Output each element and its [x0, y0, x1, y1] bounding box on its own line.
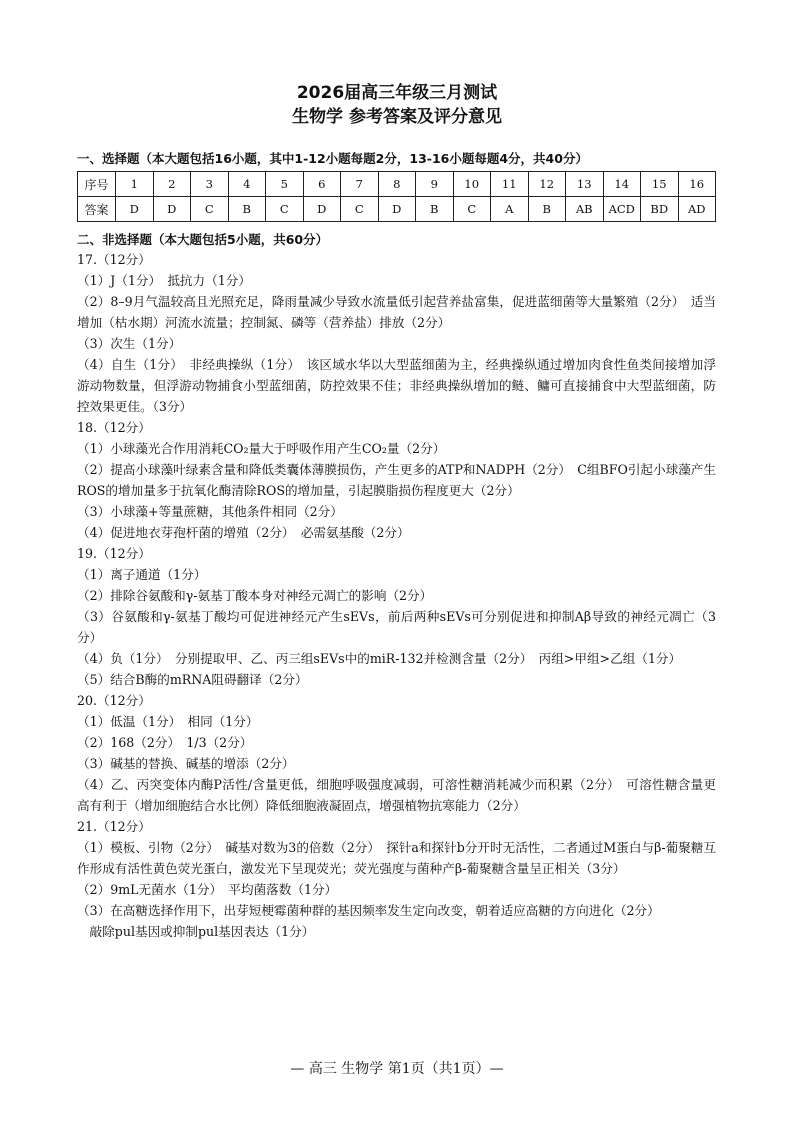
- answer-cell: B: [416, 197, 454, 222]
- answer-cell: BD: [641, 197, 679, 222]
- page-footer: — 高三 生物学 第1页（共1页）—: [290, 1061, 504, 1077]
- number-row: [78, 172, 716, 197]
- question-number: 13: [566, 172, 604, 197]
- question-number: 10: [453, 172, 491, 197]
- answer-line: （2）提高小球藻叶绿素含量和降低类囊体薄膜损伤，产生更多的ATP和NADPH（2分） C组BFO引起小球藻产生ROS的增加量多于抗氧化酶清除ROS的增加量，引起膜脂损伤程度更大（2分）: [77, 462, 716, 498]
- section-choice-heading: 一、选择题（本大题包括16小题，其中1-12小题每题2分，13-16小题每题4分，共40分）: [77, 151, 588, 166]
- answer-line: （4）负（1分） 分别提取甲、乙、丙三组sEVs中的miR-132并检测含量（2分） 丙组>甲组>乙组（1分）: [77, 651, 682, 666]
- answer-cell: D: [303, 197, 341, 222]
- answer-line: （3）碱基的替换、碱基的增添（2分）: [77, 756, 295, 771]
- answer-line: （4）自生（1分） 非经典操纵（1分） 该区域水华以大型蓝细菌为主，经典操纵通过增加肉食性鱼类间接增加浮游动物数量，但浮游动物捕食小型蓝细菌，防控效果不佳；非经典操纵增加的鲢、鳙可直接捕食中大型蓝细菌，防控效果更佳。（3分）: [77, 357, 716, 414]
- row-label-number: 序号: [78, 172, 116, 197]
- question-number: 3: [191, 172, 229, 197]
- answer-line: （2）8–9月气温较高且光照充足，降雨量减少导致水流量低引起营养盐富集，促进蓝细菌等大量繁殖（2分） 适当增加（枯水期）河流水流量；控制氮、磷等（营养盐）排放（2分）: [77, 294, 716, 330]
- question-number: 7: [341, 172, 379, 197]
- answer-line: （1）离子通道（1分）: [77, 567, 207, 582]
- answer-cell: D: [153, 197, 191, 222]
- question-number: 14: [603, 172, 641, 197]
- question-number: 6: [303, 172, 341, 197]
- answer-cell: C: [191, 197, 229, 222]
- page-title: 2026届高三年级三月测试: [296, 83, 498, 103]
- answer-line: （2）排除谷氨酸和γ-氨基丁酸本身对神经元凋亡的影响（2分）: [77, 588, 433, 603]
- answer-line: 19.（12分）: [77, 546, 151, 561]
- question-number: 11: [491, 172, 529, 197]
- question-number: 9: [416, 172, 454, 197]
- answer-cell: B: [528, 197, 566, 222]
- question-number: 15: [641, 172, 679, 197]
- answer-line: 17.（12分）: [77, 252, 151, 267]
- answer-line: （3）小球藻+等量蔗糖，其他条件相同（2分）: [77, 504, 343, 519]
- answer-body: [77, 249, 716, 942]
- answer-line: 20.（12分）: [77, 693, 151, 708]
- answer-line: （5）结合B酶的mRNA阻碍翻译（2分）: [77, 672, 308, 687]
- answer-line: （3）次生（1分）: [77, 336, 182, 351]
- answer-line: （1）低温（1分） 相同（1分）: [77, 714, 259, 729]
- answer-line: （4）乙、丙突变体内酶P活性/含量更低，细胞呼吸强度减弱，可溶性糖消耗减少而积累（2分） 可溶性糖含量更高有利于（增加细胞结合水比例）降低细胞液凝固点，增强植物抗寒能力（2分）: [77, 777, 716, 813]
- answer-line: （2）9mL无菌水（1分） 平均菌落数（1分）: [77, 882, 338, 897]
- answer-cell: ACD: [603, 197, 641, 222]
- question-number: 5: [266, 172, 304, 197]
- question-number: 16: [678, 172, 716, 197]
- answer-row: [78, 197, 716, 222]
- answer-line: （1）小球藻光合作用消耗CO₂量大于呼吸作用产生CO₂量（2分）: [77, 441, 446, 456]
- section-nonchoice-heading: 二、非选择题（本大题包括5小题，共60分）: [77, 232, 329, 247]
- answer-line: （3）谷氨酸和γ-氨基丁酸均可促进神经元产生sEVs，前后两种sEVs可分别促进和抑制Aβ导致的神经元凋亡（3分）: [77, 609, 716, 645]
- answer-table: [77, 171, 716, 222]
- question-number: 4: [228, 172, 266, 197]
- question-number: 2: [153, 172, 191, 197]
- answer-line: （1）模板、引物（2分） 碱基对数为3的倍数（2分） 探针a和探针b分开时无活性，二者通过M蛋白与β-葡聚糖互作形成有活性黄色荧光蛋白，激发光下呈现荧光；荧光强度与菌种产β-葡聚糖含量呈正相关（3分）: [77, 840, 716, 876]
- answer-cell: C: [453, 197, 491, 222]
- answer-line: （2）168（2分） 1/3（2分）: [77, 735, 253, 750]
- question-number: 12: [528, 172, 566, 197]
- answer-line: 21.（12分）: [77, 819, 151, 834]
- answer-cell: AB: [566, 197, 604, 222]
- answer-cell: C: [341, 197, 379, 222]
- row-label-answer: 答案: [78, 197, 116, 222]
- answer-cell: D: [116, 197, 154, 222]
- question-number: 8: [378, 172, 416, 197]
- answer-cell: B: [228, 197, 266, 222]
- answer-cell: C: [266, 197, 304, 222]
- answer-cell: D: [378, 197, 416, 222]
- answer-line: （3）在高糖选择作用下，出芽短梗霉菌种群的基因频率发生定向改变，朝着适应高糖的方向进化（2分）: [77, 903, 660, 918]
- answer-cell: AD: [678, 197, 716, 222]
- answer-line: 敲除pul基因或抑制pul基因表达（1分）: [77, 924, 315, 939]
- answer-cell: A: [491, 197, 529, 222]
- answer-line: （4）促进地衣芽孢杆菌的增殖（2分） 必需氨基酸（2分）: [77, 525, 410, 540]
- question-number: 1: [116, 172, 154, 197]
- page-subtitle: 生物学 参考答案及评分意见: [292, 107, 502, 127]
- answer-line: （1）J（1分） 抵抗力（1分）: [77, 273, 251, 288]
- answer-line: 18.（12分）: [77, 420, 151, 435]
